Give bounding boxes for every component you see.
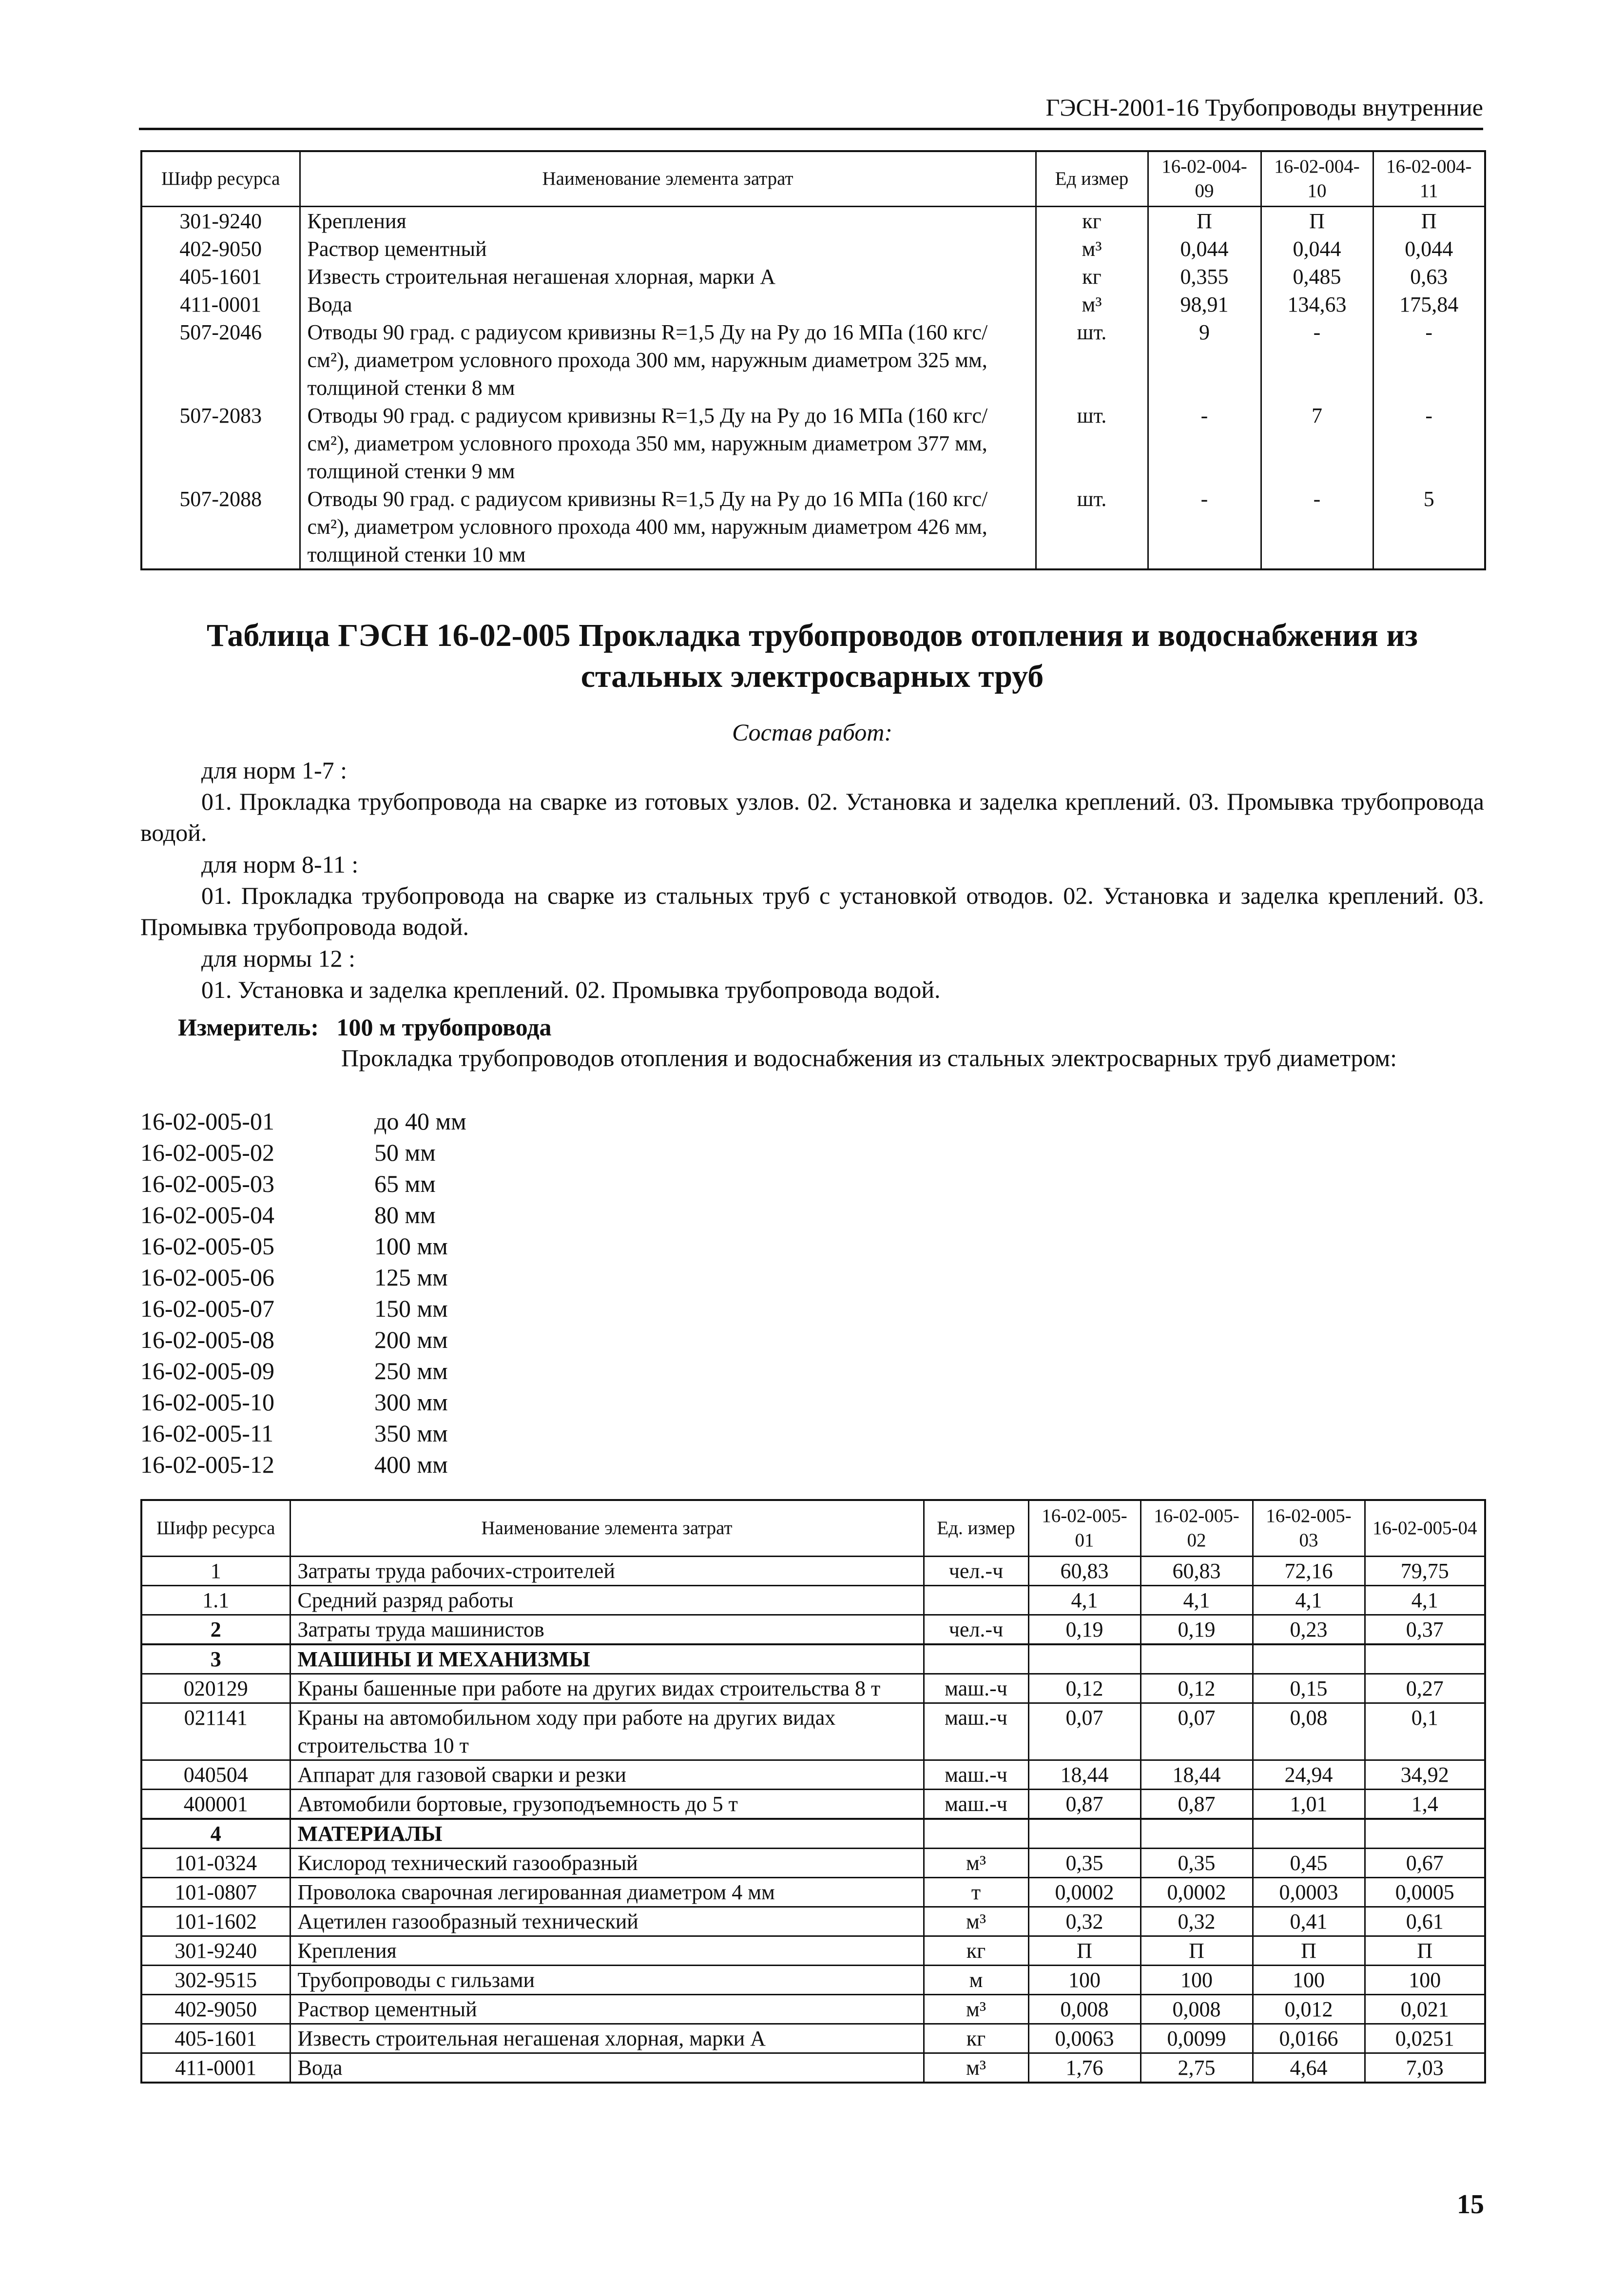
norm-value: 24,94 — [1253, 1760, 1365, 1790]
resource-code: 2 — [141, 1615, 290, 1645]
norm-value: 4,1 — [1365, 1586, 1485, 1615]
table-row — [141, 1966, 1485, 1995]
norm-value: 0,021 — [1365, 1995, 1485, 2024]
norm-value: 0,07 — [1141, 1703, 1253, 1760]
norm-value: 0,0005 — [1365, 1878, 1485, 1907]
running-header: ГЭСН-2001-16 Трубопроводы внутренние — [1045, 94, 1483, 121]
diameter-value: 50 мм — [374, 1139, 436, 1166]
resource-unit: м³ — [1036, 235, 1148, 263]
norm-value: 4,1 — [1253, 1586, 1365, 1615]
list-item — [140, 1355, 725, 1386]
resource-unit: м³ — [924, 1995, 1028, 2024]
diameter-value: 200 мм — [374, 1326, 448, 1353]
norm-value: 4,1 — [1028, 1586, 1141, 1615]
norm-value: П — [1141, 1936, 1253, 1966]
norm-value: 79,75 — [1365, 1557, 1485, 1586]
list-item — [140, 1137, 725, 1168]
table-row — [141, 1936, 1485, 1966]
resource-unit: кг — [924, 1936, 1028, 1966]
resource-code: 101-0324 — [141, 1849, 290, 1878]
resource-name: Раствор цементный — [300, 235, 1036, 263]
col-header-norm-04: 16-02-005-04 — [1365, 1500, 1485, 1557]
section-row-machines — [141, 1644, 1485, 1674]
norm-value: 0,012 — [1253, 1995, 1365, 2024]
col-header-norm-02: 16-02-005-02 — [1141, 1500, 1253, 1557]
resource-name: Раствор цементный — [290, 1995, 924, 2024]
section-heading: МАТЕРИАЛЫ — [290, 1819, 924, 1849]
norm-value: 18,44 — [1141, 1760, 1253, 1790]
norm-value: 100 — [1028, 1966, 1141, 1995]
resource-name: Вода — [290, 2053, 924, 2083]
norm-value — [1253, 1819, 1365, 1849]
table-row — [141, 2053, 1485, 2083]
norm-value: 0,45 — [1253, 1849, 1365, 1878]
header-rule — [139, 128, 1483, 130]
resource-code: 405-1601 — [141, 2024, 290, 2053]
table-row — [141, 1586, 1485, 1615]
norm-value: 5 — [1373, 485, 1485, 569]
col-header-unit: Ед измер — [1036, 151, 1148, 207]
norm-value: 175,84 — [1373, 291, 1485, 318]
resource-unit: чел.-ч — [924, 1615, 1028, 1645]
norm-value: 100 — [1253, 1966, 1365, 1995]
norm-value: 0,044 — [1148, 235, 1261, 263]
resource-code: 101-1602 — [141, 1907, 290, 1936]
norm-value — [1028, 1644, 1141, 1674]
resource-unit: маш.-ч — [924, 1674, 1028, 1703]
resource-unit: чел.-ч — [924, 1557, 1028, 1586]
resource-unit: м³ — [1036, 291, 1148, 318]
col-header-name: Наименование элемента затрат — [290, 1500, 924, 1557]
diameter-description: Прокладка трубопроводов отопления и водоснабжения из стальных электросварных труб диаметром: — [341, 1044, 1397, 1072]
resource-name: Отводы 90 град. с радиусом кривизны R=1,5 Ду на Ру до 16 МПа (160 кгс/см²), диаметром условного прохода 350 мм, наружным диаметром 377 мм, толщиной стенки 9 мм — [300, 402, 1036, 485]
resource-unit: шт. — [1036, 318, 1148, 402]
resource-unit: маш.-ч — [924, 1703, 1028, 1760]
list-item — [140, 1386, 725, 1418]
measure-unit — [178, 1012, 552, 1043]
norm-value: 0,0166 — [1253, 2024, 1365, 2053]
diameter-value: 400 мм — [374, 1451, 448, 1478]
resource-name: Краны на автомобильном ходу при работе на других видах строительства 10 т — [290, 1703, 924, 1760]
list-item — [140, 1293, 725, 1324]
norm-value: П — [1365, 1936, 1485, 1966]
resource-unit: маш.-ч — [924, 1760, 1028, 1790]
norm-value: 1,4 — [1365, 1790, 1485, 1819]
resource-code: 405-1601 — [141, 263, 300, 291]
norm-value: 34,92 — [1365, 1760, 1485, 1790]
resource-code: 402-9050 — [141, 1995, 290, 2024]
norm-code: 16-02-005-08 — [140, 1326, 274, 1353]
table-row — [141, 402, 1485, 485]
list-item — [140, 1199, 725, 1230]
diameter-value: 65 мм — [374, 1170, 436, 1197]
norms-1-7-text: 01. Прокладка трубопровода на сварке из готовых узлов. 02. Установка и заделка креплений. 03. Промывка трубопровода водой. — [140, 788, 1484, 846]
resource-name: Ацетилен газообразный технический — [290, 1907, 924, 1936]
col-header-norm-03: 16-02-005-03 — [1253, 1500, 1365, 1557]
norm-value: 0,15 — [1253, 1674, 1365, 1703]
norm-value: 4,64 — [1253, 2053, 1365, 2083]
norm-value: 0,0251 — [1365, 2024, 1485, 2053]
norm-value — [1253, 1644, 1365, 1674]
diameter-value: 250 мм — [374, 1357, 448, 1384]
norm-value: - — [1373, 402, 1485, 485]
norm-value: - — [1148, 485, 1261, 569]
norm-value: 0,87 — [1141, 1790, 1253, 1819]
table-row — [141, 1849, 1485, 1878]
diameter-list — [140, 1106, 725, 1480]
norm-value: 0,0002 — [1028, 1878, 1141, 1907]
resources-table-005 — [140, 1499, 1486, 2084]
measure-label: Измеритель: — [178, 1013, 319, 1041]
diameter-value: до 40 мм — [374, 1108, 466, 1135]
col-header-norm-11: 16-02-004-11 — [1373, 151, 1485, 207]
norm-value — [1141, 1819, 1253, 1849]
resource-name: Отводы 90 град. с радиусом кривизны R=1,5 Ду на Ру до 16 МПа (160 кгс/см²), диаметром условного прохода 300 мм, наружным диаметром 325 мм, толщиной стенки 8 мм — [300, 318, 1036, 402]
norm-value: 0,41 — [1253, 1907, 1365, 1936]
norm-value: 100 — [1365, 1966, 1485, 1995]
resource-code: 411-0001 — [141, 2053, 290, 2083]
norm-value — [1365, 1819, 1485, 1849]
table-header-row — [141, 1500, 1485, 1557]
norm-value: 0,23 — [1253, 1615, 1365, 1645]
list-item — [140, 1418, 725, 1449]
norm-value: 18,44 — [1028, 1760, 1141, 1790]
resource-code: 507-2083 — [141, 402, 300, 485]
diameter-value: 150 мм — [374, 1295, 448, 1322]
norm-value: 0,0099 — [1141, 2024, 1253, 2053]
col-header-code: Шифр ресурса — [141, 1500, 290, 1557]
resource-unit: шт. — [1036, 402, 1148, 485]
page-number: 15 — [1457, 2189, 1484, 2220]
table-row — [141, 1760, 1485, 1790]
list-item — [140, 1168, 725, 1199]
norm-value: 0,0002 — [1141, 1878, 1253, 1907]
resource-name: Кислород технический газообразный — [290, 1849, 924, 1878]
col-header-norm-10: 16-02-004-10 — [1261, 151, 1373, 207]
resource-name: Затраты труда рабочих-строителей — [290, 1557, 924, 1586]
table-row — [141, 1703, 1485, 1760]
table-row — [141, 318, 1485, 402]
resource-code: 021141 — [141, 1703, 290, 1760]
list-item — [140, 1106, 725, 1137]
norm-code: 16-02-005-05 — [140, 1232, 274, 1260]
resource-unit: маш.-ч — [924, 1790, 1028, 1819]
composition-label: Состав работ: — [732, 719, 893, 746]
resource-unit: кг — [1036, 207, 1148, 235]
resource-unit — [924, 1586, 1028, 1615]
norm-value: 0,35 — [1028, 1849, 1141, 1878]
norm-value: 0,0003 — [1253, 1878, 1365, 1907]
norm-code: 16-02-005-07 — [140, 1295, 274, 1322]
norms-12-text: 01. Установка и заделка креплений. 02. Промывка трубопровода водой. — [201, 976, 941, 1003]
norm-value: 1,01 — [1253, 1790, 1365, 1819]
resource-code: 1 — [141, 1557, 290, 1586]
resource-name: Автомобили бортовые, грузоподъемность до 5 т — [290, 1790, 924, 1819]
norm-value: 0,12 — [1141, 1674, 1253, 1703]
norm-value: П — [1028, 1936, 1141, 1966]
norm-code: 16-02-005-01 — [140, 1108, 274, 1135]
section-row-materials — [141, 1819, 1485, 1849]
resource-name: Крепления — [300, 207, 1036, 235]
norm-code: 16-02-005-12 — [140, 1451, 274, 1478]
list-item — [140, 1230, 725, 1262]
norm-value: 0,008 — [1028, 1995, 1141, 2024]
norm-value: 60,83 — [1028, 1557, 1141, 1586]
resource-code: 402-9050 — [141, 235, 300, 263]
norm-value: 0,32 — [1141, 1907, 1253, 1936]
table-row — [141, 1878, 1485, 1907]
norms-12-label: для нормы 12 : — [201, 945, 356, 972]
table-row — [141, 1907, 1485, 1936]
table-row — [141, 1995, 1485, 2024]
resource-unit: м — [924, 1966, 1028, 1995]
diameter-value: 350 мм — [374, 1420, 448, 1447]
resource-name: Затраты труда машинистов — [290, 1615, 924, 1645]
norm-code: 16-02-005-06 — [140, 1264, 274, 1291]
norm-value: 0,19 — [1141, 1615, 1253, 1645]
resource-code: 507-2088 — [141, 485, 300, 569]
norm-value: 72,16 — [1253, 1557, 1365, 1586]
norm-value: 134,63 — [1261, 291, 1373, 318]
norm-value: 7 — [1261, 402, 1373, 485]
norm-value: 0,61 — [1365, 1907, 1485, 1936]
norm-value: 100 — [1141, 1966, 1253, 1995]
resource-code: 411-0001 — [141, 291, 300, 318]
resource-name: Аппарат для газовой сварки и резки — [290, 1760, 924, 1790]
resource-name: Трубопроводы с гильзами — [290, 1966, 924, 1995]
norm-value: 9 — [1148, 318, 1261, 402]
resource-name: Крепления — [290, 1936, 924, 1966]
table-row — [141, 291, 1485, 318]
table-row — [141, 1674, 1485, 1703]
resource-name: Известь строительная негашеная хлорная, марки А — [300, 263, 1036, 291]
table-row — [141, 263, 1485, 291]
norm-value: 0,044 — [1373, 235, 1485, 263]
diameter-value: 80 мм — [374, 1201, 436, 1228]
col-header-norm-01: 16-02-005-01 — [1028, 1500, 1141, 1557]
resource-unit — [924, 1644, 1028, 1674]
norm-code: 16-02-005-02 — [140, 1139, 274, 1166]
table-header-row — [141, 151, 1485, 207]
norm-value: 0,0063 — [1028, 2024, 1141, 2053]
table-row — [141, 235, 1485, 263]
list-item — [140, 1449, 725, 1480]
norm-value: 0,355 — [1148, 263, 1261, 291]
resource-name: Средний разряд работы — [290, 1586, 924, 1615]
norm-code: 16-02-005-11 — [140, 1420, 274, 1447]
norms-1-7-label: для норм 1-7 : — [201, 757, 348, 784]
norm-value: 0,044 — [1261, 235, 1373, 263]
norm-value: П — [1261, 207, 1373, 235]
norms-8-11-text: 01. Прокладка трубопровода на сварке из стальных труб с установкой отводов. 02. Установка и заделка креплений. 03. Промывка трубопровода водой. — [140, 882, 1484, 940]
norms-8-11-label: для норм 8-11 : — [201, 851, 359, 878]
resource-unit: т — [924, 1878, 1028, 1907]
norm-value: - — [1373, 318, 1485, 402]
col-header-unit: Ед. измер — [924, 1500, 1028, 1557]
resource-unit: кг — [924, 2024, 1028, 2053]
diameter-value: 125 мм — [374, 1264, 448, 1291]
norm-value — [1028, 1819, 1141, 1849]
norm-value: 0,27 — [1365, 1674, 1485, 1703]
norm-value: 0,87 — [1028, 1790, 1141, 1819]
norm-value: 0,37 — [1365, 1615, 1485, 1645]
table-row — [141, 2024, 1485, 2053]
norm-code: 16-02-005-09 — [140, 1357, 274, 1384]
norm-value: П — [1373, 207, 1485, 235]
resource-unit: м³ — [924, 1907, 1028, 1936]
list-item — [140, 1324, 725, 1355]
diameter-value: 100 мм — [374, 1232, 448, 1260]
resource-name: Известь строительная негашеная хлорная, марки А — [290, 2024, 924, 2053]
resource-unit: м³ — [924, 1849, 1028, 1878]
table-row — [141, 1557, 1485, 1586]
section-heading: МАШИНЫ И МЕХАНИЗМЫ — [290, 1644, 924, 1674]
resource-name: Вода — [300, 291, 1036, 318]
list-item — [140, 1262, 725, 1293]
resource-unit: кг — [1036, 263, 1148, 291]
norm-value: 0,485 — [1261, 263, 1373, 291]
diameter-value: 300 мм — [374, 1388, 448, 1416]
norm-value: 2,75 — [1141, 2053, 1253, 2083]
section-code: 3 — [141, 1644, 290, 1674]
norm-value: - — [1148, 402, 1261, 485]
resource-unit: шт. — [1036, 485, 1148, 569]
norm-value: 0,1 — [1365, 1703, 1485, 1760]
norm-value: 0,63 — [1373, 263, 1485, 291]
norm-code: 16-02-005-10 — [140, 1388, 274, 1416]
norm-value — [1141, 1644, 1253, 1674]
resource-code: 020129 — [141, 1674, 290, 1703]
resource-unit — [924, 1819, 1028, 1849]
resource-code: 301-9240 — [141, 207, 300, 235]
resource-code: 400001 — [141, 1790, 290, 1819]
resource-name: Краны башенные при работе на других видах строительства 8 т — [290, 1674, 924, 1703]
resource-code: 1.1 — [141, 1586, 290, 1615]
norm-value: П — [1253, 1936, 1365, 1966]
table-row — [141, 1790, 1485, 1819]
table-row — [141, 207, 1485, 235]
section-title: Таблица ГЭСН 16-02-005 Прокладка трубопроводов отопления и водоснабжения из стальных электросварных труб — [207, 618, 1418, 694]
table-row — [141, 485, 1485, 569]
resources-table-004 — [140, 150, 1486, 570]
norm-value: П — [1148, 207, 1261, 235]
norm-value: 0,008 — [1141, 1995, 1253, 2024]
resource-name: Отводы 90 град. с радиусом кривизны R=1,5 Ду на Ру до 16 МПа (160 кгс/см²), диаметром условного прохода 400 мм, наружным диаметром 426 мм, толщиной стенки 10 мм — [300, 485, 1036, 569]
norm-value: 0,12 — [1028, 1674, 1141, 1703]
section-code: 4 — [141, 1819, 290, 1849]
resource-code: 507-2046 — [141, 318, 300, 402]
measure-value: 100 м трубопровода — [336, 1013, 552, 1041]
table-row — [141, 1615, 1485, 1645]
col-header-name: Наименование элемента затрат — [300, 151, 1036, 207]
norm-value: 0,32 — [1028, 1907, 1141, 1936]
norm-value: 1,76 — [1028, 2053, 1141, 2083]
norm-value: - — [1261, 485, 1373, 569]
norm-value: 0,35 — [1141, 1849, 1253, 1878]
col-header-norm-09: 16-02-004-09 — [1148, 151, 1261, 207]
norm-value: 0,19 — [1028, 1615, 1141, 1645]
resource-name: Проволока сварочная легированная диаметром 4 мм — [290, 1878, 924, 1907]
resource-code: 101-0807 — [141, 1878, 290, 1907]
resource-code: 040504 — [141, 1760, 290, 1790]
norm-value: 60,83 — [1141, 1557, 1253, 1586]
norm-value: 4,1 — [1141, 1586, 1253, 1615]
norm-value: 0,08 — [1253, 1703, 1365, 1760]
resource-code: 302-9515 — [141, 1966, 290, 1995]
norm-value: 7,03 — [1365, 2053, 1485, 2083]
resource-unit: м³ — [924, 2053, 1028, 2083]
norm-value: 98,91 — [1148, 291, 1261, 318]
norm-code: 16-02-005-04 — [140, 1201, 274, 1228]
resource-code: 301-9240 — [141, 1936, 290, 1966]
norm-value: 0,67 — [1365, 1849, 1485, 1878]
norm-value: 0,07 — [1028, 1703, 1141, 1760]
norm-value — [1365, 1644, 1485, 1674]
norm-value: - — [1261, 318, 1373, 402]
col-header-code: Шифр ресурса — [141, 151, 300, 207]
norm-code: 16-02-005-03 — [140, 1170, 274, 1197]
